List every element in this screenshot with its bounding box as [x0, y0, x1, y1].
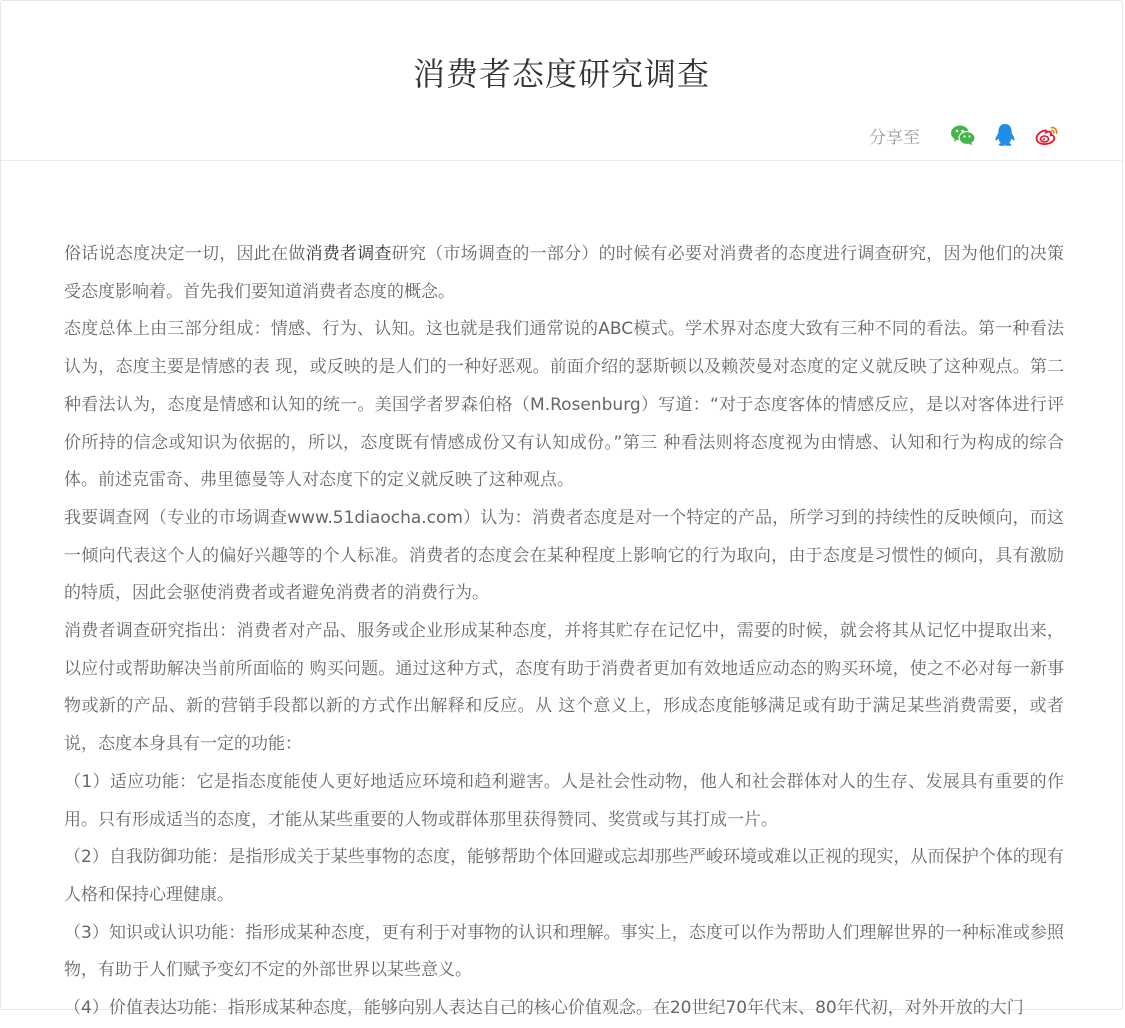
- paragraph-value-expression-function: （4）价值表达功能：指形成某种态度，能够向别人表达自己的核心价值观念。在20世纪70年代末、80年代初，对外开放的大门: [64, 998, 1024, 1019]
- share-label: 分享至: [869, 127, 920, 148]
- paragraph-intro: [64, 236, 1064, 311]
- wechat-icon[interactable]: [950, 122, 976, 148]
- article-header: [1, 1, 1122, 161]
- paragraph-intro-post: 研究（市场调查的一部分）的时候有必要对消费者的态度进行调查研究，因为他们的决策受态度影响着。首先我们要知道消费者态度的概念。: [64, 244, 1065, 302]
- qq-icon[interactable]: [992, 122, 1018, 148]
- paragraph-definition: 我要调查网（专业的市场调查www.51diaocha.com）认为：消费者态度是对一个特定的产品，所学习到的持续性的反映倾向，而这一倾向代表这个人的偏好兴趣等的个人标准。消费者的态度会在某种程度上影响它的行为取向，由于态度是习惯性的倾向，具有激励的特质，因此会驱使消费者或者避免消费者的消费行为。: [64, 507, 1064, 604]
- weibo-icon[interactable]: [1034, 122, 1060, 148]
- paragraph-functions-intro: 消费者调查研究指出：消费者对产品、服务或企业形成某种态度，并将其贮存在记忆中，需要的时候，就会将其从记忆中提取出来，以应付或帮助解决当前所面临的 购买问题。通过这种方式，态度有助于消费者更加有效地适应动态的购买环境，使之不必对每一新事物或新的产品、新的营销手段都以新的方式作出解释和反应。从 这个意义上，形成态度能够满足或有助于满足某些消费需要，或者说，态度本身具有一定的功能：: [64, 621, 1064, 755]
- page-title: 消费者态度研究调查: [412, 55, 710, 93]
- consumer-survey-link[interactable]: 消费者调查: [305, 244, 392, 264]
- paragraph-self-defense-function: （2）自我防御功能：是指形成关于某些事物的态度，能够帮助个体回避或忘却那些严峻环境或难以正视的现实，从而保护个体的现有人格和保持心理健康。: [64, 847, 1064, 905]
- share-bar: [869, 121, 1060, 149]
- paragraph-knowledge-function: （3）知识或认识功能：指形成某种态度，更有利于对事物的认识和理解。事实上，态度可以作为帮助人们理解世界的一种标准或参照物，有助于人们赋予变幻不定的外部世界以某些意义。: [64, 922, 1064, 981]
- paragraph-abc-model: 态度总体上由三部分组成：情感、行为、认知。这也就是我们通常说的ABC模式。学术界对态度大致有三种不同的看法。第一种看法认为，态度主要是情感的表 现，或反映的是人们的一种好恶观。前面介绍的瑟斯顿以及赖茨曼对态度的定义就反映了这种观点。第二种看法认为，态度是情感和认知的统一。美国学者罗森伯格（M.Rosenburg）写道：“对于态度客体的情感反应，是以对客体进行评价所持的信念或知识为依据的，所以，态度既有情感成份又有认知成份。”第三 种看法则将态度视为由情感、认知和行为构成的综合体。前述克雷奇、弗里德曼等人对态度下的定义就反映了这种观点。: [64, 319, 1064, 491]
- article-body: [64, 236, 1064, 1028]
- paragraph-intro-pre: 俗话说态度决定一切，因此在做: [64, 244, 306, 264]
- paragraph-adaptive-function: （1）适应功能：它是指态度能使人更好地适应环境和趋利避害。人是社会性动物，他人和社会群体对人的生存、发展具有重要的作用。只有形成适当的态度，才能从某些重要的人物或群体那里获得赞同、奖赏或与其打成一片。: [64, 771, 1064, 830]
